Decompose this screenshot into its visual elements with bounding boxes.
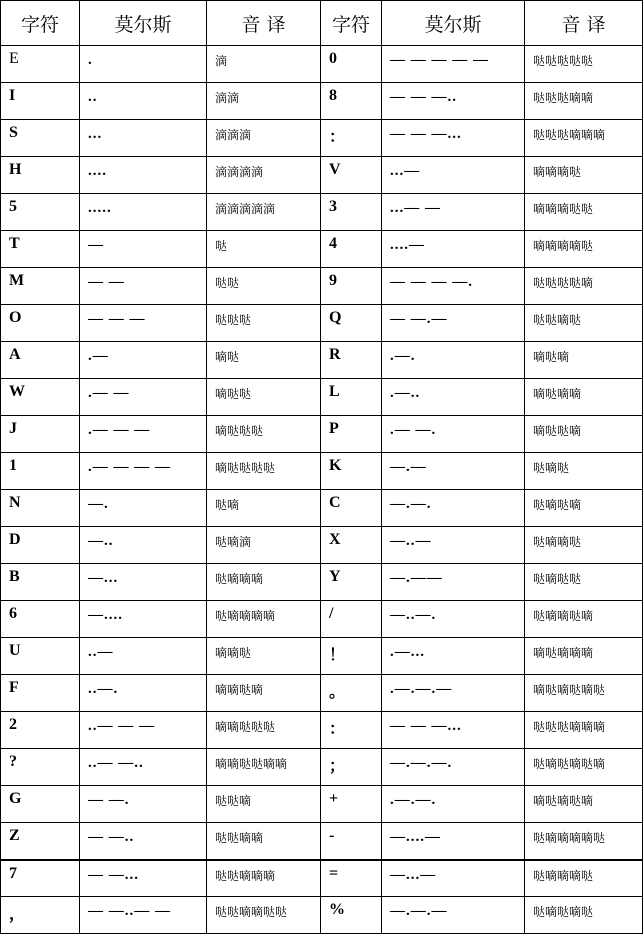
table-body (1, 46, 643, 934)
morse-cell: — (80, 231, 207, 268)
morse-cell: ..... (80, 194, 207, 231)
morse-cell: .. (80, 83, 207, 120)
char-cell: 2 (1, 712, 80, 749)
morse-cell: .... (80, 157, 207, 194)
morse-cell: —.—— (382, 564, 525, 601)
char-cell: 7 (1, 860, 80, 897)
char-cell: 3 (321, 194, 382, 231)
char-cell: 8 (321, 83, 382, 120)
table-row (1, 416, 643, 453)
sound-cell: 嘀哒哒嘀 (525, 416, 643, 453)
morse-cell: — — — —. (382, 268, 525, 305)
char-cell: T (1, 231, 80, 268)
sound-cell: 滴滴滴滴 (207, 157, 321, 194)
sound-cell: 哒嘀哒嘀 (525, 490, 643, 527)
sound-cell: 哒哒嘀嘀嘀 (207, 860, 321, 897)
char-cell: P (321, 416, 382, 453)
sound-cell: 哒嘀嘀嘀嘀哒 (525, 823, 643, 860)
char-cell: M (1, 268, 80, 305)
morse-cell: —.—. (382, 490, 525, 527)
sound-cell: 滴滴 (207, 83, 321, 120)
morse-cell: .—.—.— (382, 675, 525, 712)
char-cell: ： (321, 120, 382, 157)
sound-cell: 哒哒哒嘀嘀嘀 (525, 120, 643, 157)
morse-cell: ... (80, 120, 207, 157)
sound-cell: 哒哒嘀嘀哒哒 (207, 897, 321, 934)
sound-cell: 嘀哒嘀哒嘀 (525, 786, 643, 823)
sound-cell: 嘀哒嘀嘀 (525, 379, 643, 416)
sound-cell: 哒哒嘀 (207, 786, 321, 823)
table-row (1, 305, 643, 342)
char-cell: I (1, 83, 80, 120)
morse-cell: — —... (80, 860, 207, 897)
table-row (1, 194, 643, 231)
char-cell: N (1, 490, 80, 527)
table-row (1, 564, 643, 601)
sound-cell: 嘀哒哒 (207, 379, 321, 416)
morse-cell: —.... (80, 601, 207, 638)
morse-cell: ..— (80, 638, 207, 675)
morse-cell: ..—. (80, 675, 207, 712)
morse-cell: .— — (80, 379, 207, 416)
char-cell: / (321, 601, 382, 638)
morse-cell: —....— (382, 823, 525, 860)
char-cell: 1 (1, 453, 80, 490)
char-cell: Y (321, 564, 382, 601)
morse-cell: — —..— — (80, 897, 207, 934)
morse-cell: ....— (382, 231, 525, 268)
sound-cell: 嘀嘀嘀哒 (525, 157, 643, 194)
char-cell: H (1, 157, 80, 194)
sound-cell: 滴 (207, 46, 321, 83)
char-cell: ！ (321, 638, 382, 675)
morse-cell: .—.—. (382, 786, 525, 823)
char-cell: L (321, 379, 382, 416)
sound-cell: 哒嘀嘀哒嘀 (525, 601, 643, 638)
char-cell: V (321, 157, 382, 194)
morse-cell: — — —... (382, 120, 525, 157)
sound-cell: 哒嘀嘀哒 (525, 527, 643, 564)
sound-cell: 哒嘀哒 (525, 453, 643, 490)
table-row (1, 823, 643, 860)
char-cell: D (1, 527, 80, 564)
sound-cell: 哒哒哒哒哒 (525, 46, 643, 83)
table-row (1, 379, 643, 416)
morse-cell: .— — — — (80, 453, 207, 490)
sound-cell: 嘀哒哒哒哒 (207, 453, 321, 490)
sound-cell: 嘀嘀哒哒嘀嘀 (207, 749, 321, 786)
morse-cell: ..— — — (80, 712, 207, 749)
table-row (1, 749, 643, 786)
morse-cell: . (80, 46, 207, 83)
sound-cell: 滴滴滴 (207, 120, 321, 157)
char-cell: 6 (1, 601, 80, 638)
char-cell: C (321, 490, 382, 527)
morse-cell: — —. (80, 786, 207, 823)
morse-cell: — — — — — (382, 46, 525, 83)
sound-cell: 哒哒哒嘀嘀 (525, 83, 643, 120)
char-cell: R (321, 342, 382, 379)
char-cell: X (321, 527, 382, 564)
table-row (1, 120, 643, 157)
morse-cell: — — —.. (382, 83, 525, 120)
sound-cell: 哒嘀 (207, 490, 321, 527)
header-morse-1: 莫尔斯 (80, 1, 207, 46)
sound-cell: 哒嘀滴 (207, 527, 321, 564)
header-char-1: 字符 (1, 1, 80, 46)
morse-cell: .—. (382, 342, 525, 379)
morse-cell: —..—. (382, 601, 525, 638)
morse-cell: .—.. (382, 379, 525, 416)
sound-cell: 嘀哒嘀 (525, 342, 643, 379)
table-row (1, 342, 643, 379)
char-cell: 0 (321, 46, 382, 83)
sound-cell: 哒嘀哒嘀哒嘀 (525, 749, 643, 786)
sound-cell: 嘀嘀哒嘀 (207, 675, 321, 712)
sound-cell: 哒哒嘀嘀 (207, 823, 321, 860)
sound-cell: 哒哒哒哒嘀 (525, 268, 643, 305)
morse-cell: — — — (80, 305, 207, 342)
char-cell: % (321, 897, 382, 934)
char-cell: ： (321, 712, 382, 749)
morse-cell: ...— — (382, 194, 525, 231)
char-cell: F (1, 675, 80, 712)
char-cell: O (1, 305, 80, 342)
char-cell: 4 (321, 231, 382, 268)
sound-cell: 哒哒 (207, 268, 321, 305)
sound-cell: 哒嘀嘀嘀哒 (525, 860, 643, 897)
sound-cell: 哒嘀哒哒 (525, 564, 643, 601)
morse-cell: .— (80, 342, 207, 379)
morse-cell: —.—.— (382, 897, 525, 934)
char-cell: U (1, 638, 80, 675)
char-cell: ； (321, 749, 382, 786)
sound-cell: 嘀哒嘀哒嘀哒 (525, 675, 643, 712)
char-cell: Q (321, 305, 382, 342)
char-cell: + (321, 786, 382, 823)
table-row (1, 527, 643, 564)
morse-cell: ..— —.. (80, 749, 207, 786)
sound-cell: 嘀嘀哒哒哒 (207, 712, 321, 749)
table-row (1, 897, 643, 934)
char-cell: K (321, 453, 382, 490)
table-row (1, 786, 643, 823)
sound-cell: 哒哒嘀哒 (525, 305, 643, 342)
morse-cell: —... (80, 564, 207, 601)
char-cell: S (1, 120, 80, 157)
morse-cell: .—... (382, 638, 525, 675)
table-row (1, 601, 643, 638)
char-cell: - (321, 823, 382, 860)
char-cell: J (1, 416, 80, 453)
header-row (1, 1, 643, 46)
morse-cell: —.. (80, 527, 207, 564)
char-cell: = (321, 860, 382, 897)
table-row (1, 675, 643, 712)
morse-cell: .— — — (80, 416, 207, 453)
morse-cell: —...— (382, 860, 525, 897)
table-row (1, 712, 643, 749)
sound-cell: 哒嘀哒嘀哒 (525, 897, 643, 934)
sound-cell: 哒哒哒 (207, 305, 321, 342)
char-cell: B (1, 564, 80, 601)
header-sound-2: 音 译 (525, 1, 643, 46)
morse-cell: —..— (382, 527, 525, 564)
char-cell: W (1, 379, 80, 416)
morse-cell: — — (80, 268, 207, 305)
sound-cell: 哒哒哒嘀嘀嘀 (525, 712, 643, 749)
morse-cell: —.—.—. (382, 749, 525, 786)
sound-cell: 嘀嘀嘀嘀哒 (525, 231, 643, 268)
table-row (1, 83, 643, 120)
morse-cell: —. (80, 490, 207, 527)
header-sound-1: 音 译 (207, 1, 321, 46)
table-row (1, 860, 643, 897)
sound-cell: 嘀哒 (207, 342, 321, 379)
sound-cell: 嘀嘀嘀哒哒 (525, 194, 643, 231)
char-cell: ? (1, 749, 80, 786)
char-cell: 5 (1, 194, 80, 231)
header-char-2: 字符 (321, 1, 382, 46)
char-cell: E (1, 46, 80, 83)
morse-cell: — —.. (80, 823, 207, 860)
morse-cell: —.— (382, 453, 525, 490)
morse-cell: ...— (382, 157, 525, 194)
char-cell: A (1, 342, 80, 379)
table-row (1, 490, 643, 527)
char-cell: ， (1, 897, 80, 934)
table-row (1, 157, 643, 194)
table-row (1, 46, 643, 83)
sound-cell: 滴滴滴滴滴 (207, 194, 321, 231)
sound-cell: 嘀嘀哒 (207, 638, 321, 675)
char-cell: 。 (321, 675, 382, 712)
sound-cell: 哒嘀嘀嘀嘀 (207, 601, 321, 638)
morse-cell: .— —. (382, 416, 525, 453)
morse-cell: — —.— (382, 305, 525, 342)
morse-cell: — — —... (382, 712, 525, 749)
sound-cell: 哒嘀嘀嘀 (207, 564, 321, 601)
sound-cell: 哒 (207, 231, 321, 268)
char-cell: G (1, 786, 80, 823)
char-cell: 9 (321, 268, 382, 305)
char-cell: Z (1, 823, 80, 860)
sound-cell: 嘀哒嘀嘀嘀 (525, 638, 643, 675)
header-morse-2: 莫尔斯 (382, 1, 525, 46)
table-row (1, 268, 643, 305)
table-row (1, 453, 643, 490)
sound-cell: 嘀哒哒哒 (207, 416, 321, 453)
table-row (1, 231, 643, 268)
table-row (1, 638, 643, 675)
